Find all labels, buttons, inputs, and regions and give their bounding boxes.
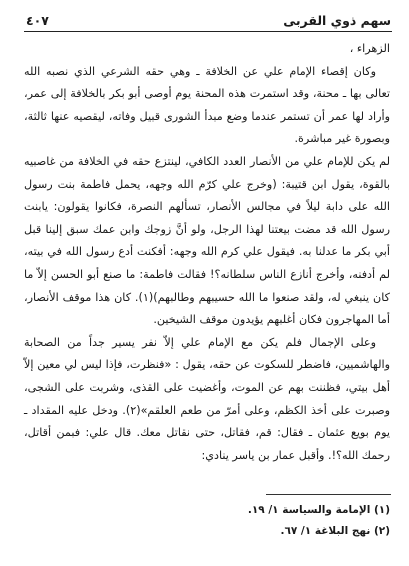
- footnote-2: (٢) نهج البلاغة ١/ ٦٧.: [280, 525, 390, 537]
- footnote-divider: [266, 494, 391, 495]
- page-header: [26, 8, 391, 32]
- page-number: ٤٠٧: [26, 12, 49, 28]
- header-divider: [24, 31, 392, 32]
- paragraph-2: وكان إقصاء الإمام علي عن الخلافة ـ وهي حقه الشرعي الذي نصبه الله تعالى بها ـ محنة، وقد استمرت هذه المحنة يوم أوصى أبو بكر بالخلافة إلى عمر، وأراد لها عمر أن تستمر عندما وضع مبدأ الشورى قبيل وفاته، ليقصيه عنها ثالثة، وبصورة غير مباشرة.: [24, 64, 390, 146]
- paragraph-1: الزهراء ،: [349, 42, 390, 55]
- paragraph-3: لم يكن للإمام علي من الأنصار العدد الكافي، لينتزع حقه في الخلافة من غاصبيه بالقوة، يقول ابن قتيبة: (وخرج علي كرّم الله وجهه، يحمل فاطمة بنت رسول الله على دابة ليلاً في مجالس الأنصار، تسألهم النصرة، فكانوا يقولون: يابنت رسول الله قد مضت بيعتنا لهذا الرجل، ولو أنَّ زوجك وابن عمك سبق إلينا قبل أبي بكر ما عدلنا به. فيقول علي كرم الله وجهه: أفكنت أدع رسول الله في بيته، لم أدفنه، وأخرج أنازع الناس سلطانه؟! فقالت فاطمة: ما صنع أبو الحسن إلاّ ما كان ينبغي له، ولقد صنعوا ما الله حسيبهم وطالبهم)(١). كان هذا موقف الأنصار، أما المهاجرون فكان أغلبهم يؤيدون موقف الشيخين.: [24, 154, 390, 327]
- footnote-1: (١) الإمامة والسياسة ١/ ١٩.: [247, 504, 390, 516]
- running-title: سهم ذوي القربى: [283, 12, 391, 28]
- body-text: [24, 38, 390, 467]
- paragraph-4: وعلى الإجمال فلم يكن مع الإمام علي إلاّ نفر يسير جداً من الصحابة والهاشميين، فاضطر للسكوت عن حقه، يقول : «فنظرت، فإذا ليس لي معين إلاّ أهل بيتي، فظننت بهم عن الموت، وأغضيت على القذى، وشربت على الشجى، وصبرت على أخذ الكظم، وعلى أمرّ من طعم العلقم»(٢). ودخل عليه المقداد ـ يوم بويع عثمان ـ فقال: قم، فقاتل، حتى نقاتل معك. قال علي: فبمن أقاتل، رحمك الله؟!. وأقبل عمار بن ياسر ينادي:: [24, 335, 390, 462]
- footnotes: [24, 500, 390, 542]
